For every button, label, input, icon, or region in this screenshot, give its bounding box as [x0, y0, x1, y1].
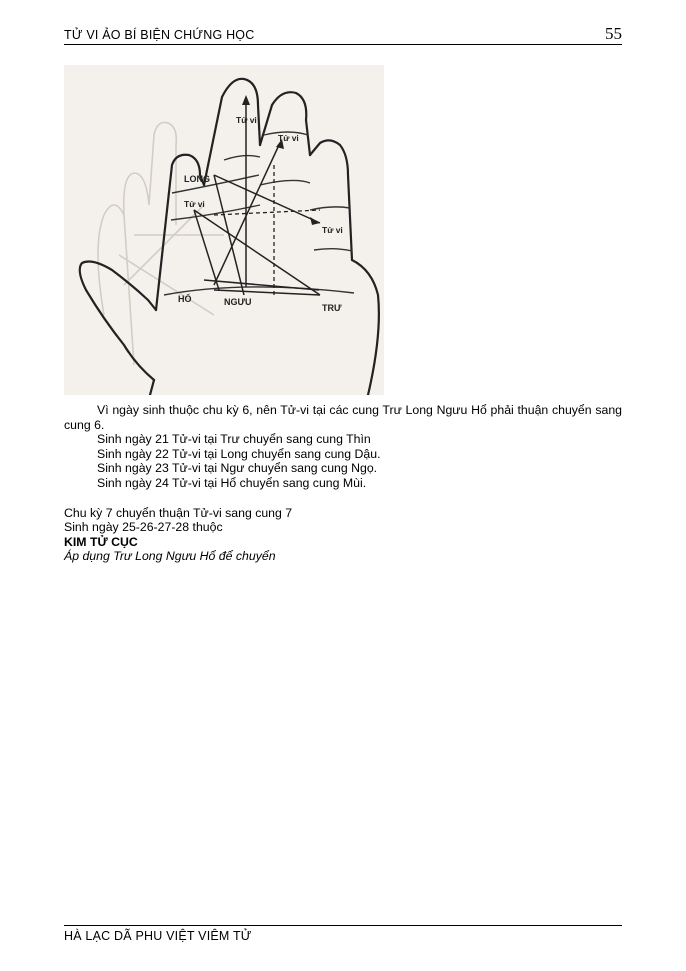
page-number: 55 — [605, 24, 622, 43]
palm-diagram — [64, 65, 384, 395]
apply-line: Áp dụng Trư Long Ngưu Hổ để chuyển — [64, 549, 276, 564]
cycle-7-line: Chu kỳ 7 chuyển thuận Tử-vi sang cung 7 — [64, 505, 293, 520]
connection-lines — [194, 101, 320, 295]
label-tu-vi-top: Tử vi — [236, 115, 257, 125]
label-nguu: NGƯU — [224, 297, 252, 307]
birth-line-24: Sinh ngày 24 Tử-vi tại Hổ chuyển sang cung Mùi. — [97, 475, 367, 490]
page-footer — [64, 925, 622, 943]
label-tu-vi-left: Tử vi — [184, 199, 205, 209]
palm-diagram-svg — [64, 65, 384, 395]
section-heading: KIM TỬ CỤC — [64, 534, 138, 549]
label-tu-vi-upper-right: Tử vi — [278, 133, 299, 143]
paragraph-1: Vì ngày sinh thuộc chu kỳ 6, nên Tử-vi tại các cung Trư Long Ngưu Hổ phải thuận chuyển sang cung 6. — [64, 403, 622, 432]
footer-text: HÀ LẠC DÃ PHU VIỆT VIÊM TỬ — [64, 929, 252, 943]
born-days-line: Sinh ngày 25-26-27-28 thuộc — [64, 520, 223, 535]
header-title: TỬ VI ẢO BÍ BIỆN CHỨNG HỌC — [64, 28, 255, 42]
label-tru: TRƯ — [322, 303, 342, 313]
dashed-lines — [214, 165, 320, 295]
page-header — [64, 24, 622, 45]
label-ho: HỔ — [178, 294, 192, 304]
label-long: LONG — [184, 174, 210, 184]
birth-line-21: Sinh ngày 21 Tử-vi tại Trư chuyển sang cung Thìn — [97, 432, 371, 447]
birth-line-23: Sinh ngày 23 Tử-vi tại Ngư chuyển sang cung Ngọ. — [97, 461, 378, 476]
birth-line-22: Sinh ngày 22 Tử-vi tại Long chuyển sang cung Dậu. — [97, 446, 381, 461]
label-tu-vi-right: Tử vi — [322, 225, 343, 235]
body-text — [64, 403, 622, 564]
